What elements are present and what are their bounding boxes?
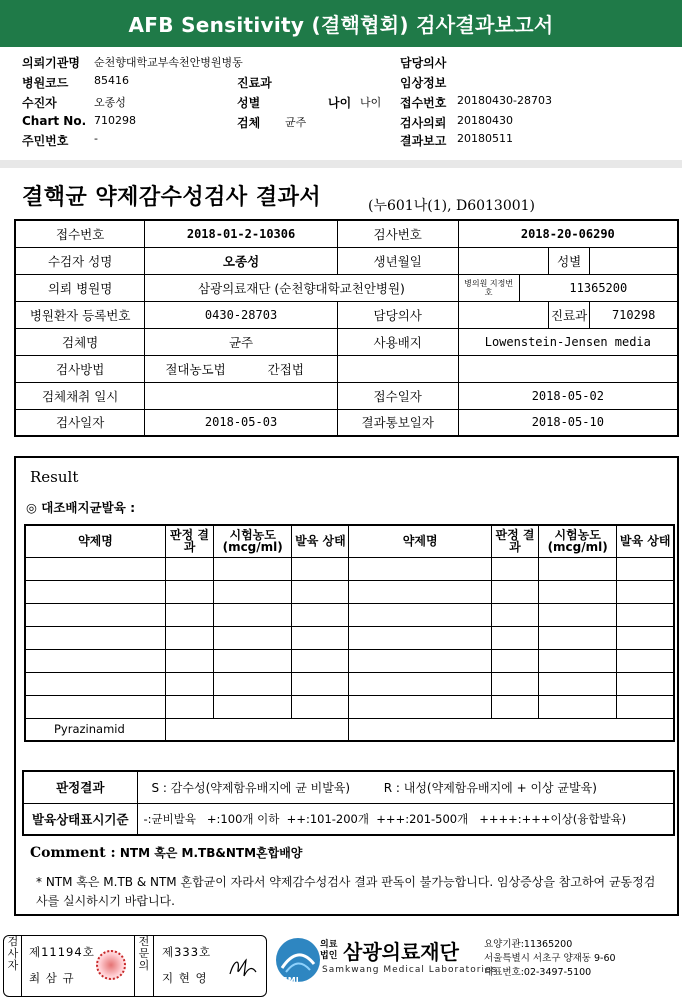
reg-value: 0430-28703 (145, 301, 337, 328)
comment-value: NTM 혹은 M.TB&NTM혼합배양 (119, 846, 303, 860)
resident-value: - (94, 132, 98, 145)
drug-table (24, 524, 675, 742)
section-divider (0, 160, 682, 168)
examiner-seal (96, 950, 126, 980)
table-row (25, 603, 674, 626)
doctor-label: 담당의사 (400, 56, 447, 70)
col-growth-2: 발육 상태 (617, 525, 674, 557)
comment (30, 844, 302, 861)
doctor-name: 지 현 영 (162, 971, 208, 985)
accept-no-value: 2018-01-2-10306 (145, 220, 337, 247)
age-label: 나이 (328, 96, 352, 110)
result-section (14, 456, 679, 916)
table-row (25, 695, 674, 718)
method-value (145, 355, 337, 382)
hospital-code-label: 병원코드 (22, 76, 69, 90)
judge-s: S : 감수성(약제함유배지에 균 비발육) (151, 780, 351, 795)
sex-label: 성별 (237, 96, 261, 110)
request-value: 20180430 (457, 114, 513, 127)
table-row (25, 557, 674, 580)
test-no-value: 2018-20-06290 (458, 220, 678, 247)
dept-value: 710298 (590, 301, 678, 328)
method-empty (337, 355, 458, 382)
sex-label: 성별 (549, 247, 590, 274)
specimen-value: 균주 (145, 328, 337, 355)
method-2: 간접법 (267, 361, 304, 377)
report-label: 결과보고 (400, 134, 447, 148)
received-value: 2018-05-02 (458, 382, 678, 409)
table-row (25, 672, 674, 695)
org-info (484, 938, 616, 980)
org-phone: 대표번호:02-3497-5100 (484, 967, 592, 978)
medium-value: Lowenstein-Jensen media (458, 328, 678, 355)
col-judge: 판정 결과 (165, 525, 213, 557)
specimen-label: 검체명 (15, 328, 145, 355)
drug-table-header (25, 525, 674, 557)
dept-label: 진료과 (549, 301, 590, 328)
dob-label: 생년월일 (337, 247, 458, 274)
doctor-label: 전문의 (138, 935, 150, 972)
collect-label: 검체채취 일시 (15, 382, 145, 409)
examiner-name: 최 삼 규 (29, 971, 75, 985)
org-address: 서울특별시 서초구 양재동 9-60 (484, 953, 616, 964)
clinical-label: 임상정보 (400, 76, 447, 90)
hospital-label: 의뢰 병원명 (15, 274, 145, 301)
age-value: 나이 (360, 96, 382, 109)
result-title: Result (30, 468, 79, 486)
doctor-signature (226, 954, 260, 982)
table-row (25, 580, 674, 603)
designation-label: 병의원 지정번호 (458, 274, 519, 301)
org-code: 요양기관:11365200 (484, 939, 573, 950)
result-subtitle: ◎ 대조배지균발육 : (26, 500, 136, 515)
judge-r: R : 내성(약제함유배지에 + 이상 균발육) (383, 780, 597, 795)
reg-label: 병원환자 등록번호 (15, 301, 145, 328)
doctor-no: 제333호 (162, 945, 212, 959)
received-label: 접수일자 (337, 382, 458, 409)
col-conc-2: 시험농도 (mcg/ml) (539, 525, 617, 557)
examiner-label: 검사자 (7, 935, 19, 972)
signature-box (3, 935, 267, 997)
medium-label: 사용배지 (337, 328, 458, 355)
method-1: 절대농도법 (165, 361, 226, 377)
col-conc: 시험농도 (mcg/ml) (214, 525, 292, 557)
table-row (25, 626, 674, 649)
report-value: 20180511 (457, 132, 513, 145)
org-name: 삼광의료재단 (343, 940, 459, 964)
chart-label: Chart No. (22, 114, 87, 128)
designation-value: 11365200 (519, 274, 678, 301)
hospital-value: 삼광의료재단 (순천향대학교천안병원) (145, 274, 458, 301)
institution-label: 의뢰기관명 (22, 56, 80, 70)
receipt-label: 접수번호 (400, 96, 447, 110)
resident-label: 주민번호 (22, 134, 69, 148)
judge-criteria (137, 771, 674, 803)
dept-label: 진료과 (237, 76, 272, 90)
patient-value: 오종성 (145, 247, 337, 274)
sex-value (590, 247, 678, 274)
chart-value: 710298 (94, 114, 136, 127)
report-header (0, 50, 682, 156)
dob-value (458, 247, 548, 274)
logo-abbr: SML (282, 976, 301, 985)
growth-criteria: -:균비발육 +:100개 이하 ++:101-200개 +++:201-500개 ++++:+++이상(융합발육) (137, 803, 674, 835)
institution-value: 순천향대학교부속천안병원병동 (94, 56, 243, 69)
document-title: 결핵균 약제감수성검사 결과서 (22, 184, 322, 210)
request-label: 검사의뢰 (400, 116, 447, 130)
method-label: 검사방법 (15, 355, 145, 382)
report-title: AFB Sensitivity (결핵협회) 검사결과보고서 (0, 0, 682, 47)
method-empty-2 (458, 355, 678, 382)
document-code: (누601나(1), D6013001) (368, 198, 536, 214)
col-drug-2: 약제명 (349, 525, 491, 557)
table-row (25, 649, 674, 672)
accept-no-label: 접수번호 (15, 220, 145, 247)
doctor-label: 담당의사 (337, 301, 458, 328)
comment-note: * NTM 혹은 M.TB & NTM 혼합균이 자라서 약제감수성검사 결과 판독이 불가능합니다. 임상증상을 참고하여 균동정검사를 실시하시기 바랍니다. (36, 875, 656, 908)
specimen-value: 균주 (285, 116, 307, 129)
table-row (25, 718, 674, 741)
info-table (14, 219, 679, 437)
col-judge-2: 판정 결과 (491, 525, 538, 557)
patient-label: 수검자 성명 (15, 247, 145, 274)
org-prefix: 의료법인 (320, 940, 338, 961)
collect-value (145, 382, 337, 409)
org-name-en: Samkwang Medical Laboratories (322, 965, 498, 975)
comment-label: Comment : (30, 845, 116, 861)
specimen-label: 검체 (237, 116, 261, 130)
notify-label: 결과통보일자 (337, 409, 458, 436)
growth-label: 발육상태표시기준 (23, 803, 137, 835)
last-drug-name: Pyrazinamid (25, 718, 165, 741)
test-date-value: 2018-05-03 (145, 409, 337, 436)
recipient-value: 오종성 (94, 96, 126, 109)
test-date-label: 검사일자 (15, 409, 145, 436)
hospital-code-value: 85416 (94, 74, 129, 87)
test-no-label: 검사번호 (337, 220, 458, 247)
receipt-value: 20180430-28703 (457, 94, 552, 107)
doctor-value (458, 301, 548, 328)
legend-table (22, 770, 675, 836)
judge-label: 판정결과 (23, 771, 137, 803)
examiner-no: 제11194호 (29, 945, 95, 959)
footer (0, 932, 682, 1001)
recipient-label: 수진자 (22, 96, 57, 110)
notify-value: 2018-05-10 (458, 409, 678, 436)
col-growth: 발육 상태 (292, 525, 349, 557)
col-drug: 약제명 (25, 525, 165, 557)
